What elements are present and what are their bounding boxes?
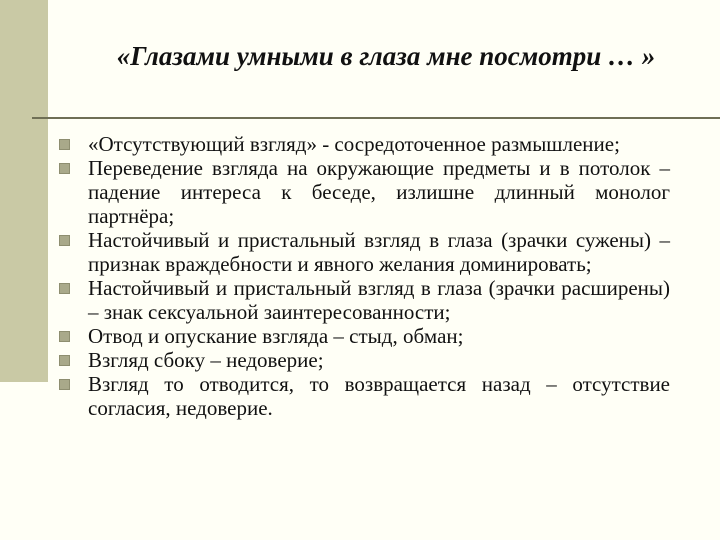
square-bullet-icon — [59, 283, 70, 294]
square-bullet-icon — [59, 163, 70, 174]
square-bullet-icon — [59, 379, 70, 390]
list-item — [58, 372, 670, 420]
list-item — [58, 132, 670, 156]
list-item-text: Взгляд сбоку – недоверие; — [88, 348, 324, 372]
list-item — [58, 324, 670, 348]
list-item-text: Отвод и опускание взгляда – стыд, обман; — [88, 324, 464, 348]
square-bullet-icon — [59, 355, 70, 366]
square-bullet-icon — [59, 235, 70, 246]
list-item-text: Настойчивый и пристальный взгляд в глаза (зрачки расширены) – знак сексуальной заинтересованности; — [88, 276, 670, 324]
square-bullet-icon — [59, 331, 70, 342]
square-bullet-icon — [59, 139, 70, 150]
list-item — [58, 228, 670, 276]
title-divider — [32, 117, 720, 119]
side-accent-bar — [0, 0, 48, 382]
list-item-text: Переведение взгляда на окружающие предметы и в потолок – падение интереса к беседе, излишне длинный монолог партнёра; — [88, 156, 670, 228]
list-item-text: Взгляд то отводится, то возвращается назад – отсутствие согласия, недоверие. — [88, 372, 670, 420]
bullet-list — [58, 132, 670, 420]
list-item — [58, 348, 670, 372]
list-item-text: «Отсутствующий взгляд» - сосредоточенное размышление; — [88, 132, 620, 156]
list-item — [58, 276, 670, 324]
slide-title: «Глазами умными в глаза мне посмотри … » — [116, 41, 656, 71]
list-item-text: Настойчивый и пристальный взгляд в глаза (зрачки сужены) – признак враждебности и явного желания доминировать; — [88, 228, 670, 276]
list-item — [58, 156, 670, 228]
